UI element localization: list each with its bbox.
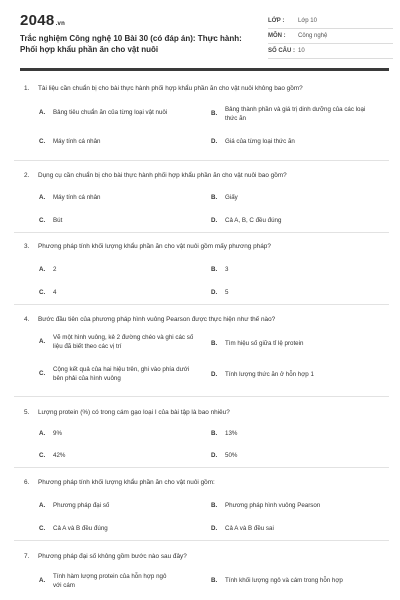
header-divider [20, 68, 389, 71]
option-b[interactable]: B. 3 [211, 266, 229, 273]
option-c[interactable]: C. 42% [39, 452, 66, 459]
meta-value: Công nghệ [298, 33, 328, 39]
option-b[interactable]: B. Phương pháp hình vuông Pearson [211, 502, 321, 509]
option-a[interactable]: A. Phương pháp đại số [39, 502, 110, 509]
option-c[interactable]: C. Bút [39, 217, 63, 224]
question-6 [14, 468, 389, 541]
title-line-1: Trắc nghiệm Công nghệ 10 Bài 30 (có đáp án): Thực hành: [20, 34, 242, 43]
meta-value: 10 [298, 48, 305, 54]
option-d[interactable]: D. Tính lượng thức ăn ở hỗn hợp 1 [211, 371, 314, 378]
meta-value: Lớp 10 [298, 18, 317, 24]
option-b[interactable]: B. Tìm hiệu số giữa tỉ lệ protein [211, 340, 304, 347]
meta-row-count [268, 44, 393, 59]
page-title [20, 33, 265, 55]
question-3 [14, 233, 389, 305]
option-a[interactable]: A. Tính hàm lượng protein của hỗn hợp ngô với cám [39, 573, 167, 589]
question-text: 3. Phương pháp tính khối lượng khẩu phần ăn cho vật nuôi gồm mấy phương pháp? [24, 243, 271, 250]
option-a[interactable]: A. Bảng tiêu chuẩn ăn của từng loại vật nuôi [39, 109, 168, 116]
option-b[interactable]: B. Tính khối lượng ngô và cám trong hỗn hợp [211, 577, 343, 584]
option-a[interactable]: A. 9% [39, 430, 62, 437]
option-c[interactable]: C. Máy tính cá nhân [39, 138, 101, 145]
question-text: 6. Phương pháp tính khối lượng khẩu phần ăn cho vật nuôi gồm: [24, 479, 215, 486]
option-a[interactable]: A. Vẽ một hình vuông, kẻ 2 đường chéo và ghi các số liệu đã biết theo các vị trí [39, 334, 194, 350]
question-text: 4. Bước đầu tiên của phương pháp hình vuông Pearson được thực hiện như thế nào? [24, 316, 276, 323]
question-4 [14, 305, 389, 397]
option-b[interactable]: B. 13% [211, 430, 238, 437]
option-c[interactable]: C. Cả A và B đều đúng [39, 525, 108, 532]
meta-row-subject [268, 29, 393, 44]
option-b[interactable]: B. Bảng thành phần và giá trị dinh dưỡng của các loại thức ăn [211, 106, 366, 122]
option-a[interactable]: A. 2 [39, 266, 57, 273]
option-a[interactable]: A. Máy tính cá nhân [39, 194, 101, 201]
question-text: 2. Dụng cụ cần chuẩn bị cho bài thực hành phối hợp khẩu phần ăn cho vật nuôi bao gồm? [24, 172, 287, 179]
meta-key: SỐ CÂU : [268, 48, 295, 54]
option-d[interactable]: D. 5 [211, 289, 229, 296]
question-1 [14, 82, 389, 161]
option-d[interactable]: D. Giá của từng loại thức ăn [211, 138, 295, 145]
question-text: 1. Tài liệu cần chuẩn bị cho bài thực hành phối hợp khẩu phần ăn cho vật nuôi không bao gồm? [24, 85, 303, 92]
title-line-2: Phối hợp khẩu phần ăn cho vật nuôi [20, 45, 159, 54]
meta-key: MÔN : [268, 33, 286, 39]
site-logo[interactable] [20, 12, 65, 29]
option-d[interactable]: D. 50% [211, 452, 238, 459]
question-5 [14, 397, 389, 468]
meta-key: LỚP : [268, 18, 285, 24]
option-c[interactable]: C. Cộng kết quả của hai hiệu trên, ghi vào phía dưới bên phải của hình vuông [39, 366, 190, 382]
question-2 [14, 161, 389, 233]
meta-row-class [268, 14, 393, 29]
logo-main: 2048 [20, 12, 55, 29]
question-7 [14, 541, 389, 599]
option-b[interactable]: B. Giấy [211, 194, 238, 201]
document-header [14, 0, 389, 82]
question-text: 7. Phương pháp đại số không gồm bước nào sau đây? [24, 553, 187, 560]
question-text: 5. Lượng protein (%) có trong cám gạo loại I của bài tập là bao nhiêu? [24, 409, 230, 416]
option-d[interactable]: D. Cả A và B đều sai [211, 525, 274, 532]
question-list [14, 82, 389, 599]
option-d[interactable]: D. Cả A, B, C đều đúng [211, 217, 282, 224]
logo-suffix: .vn [55, 21, 66, 27]
option-c[interactable]: C. 4 [39, 289, 57, 296]
meta-table [268, 14, 393, 59]
